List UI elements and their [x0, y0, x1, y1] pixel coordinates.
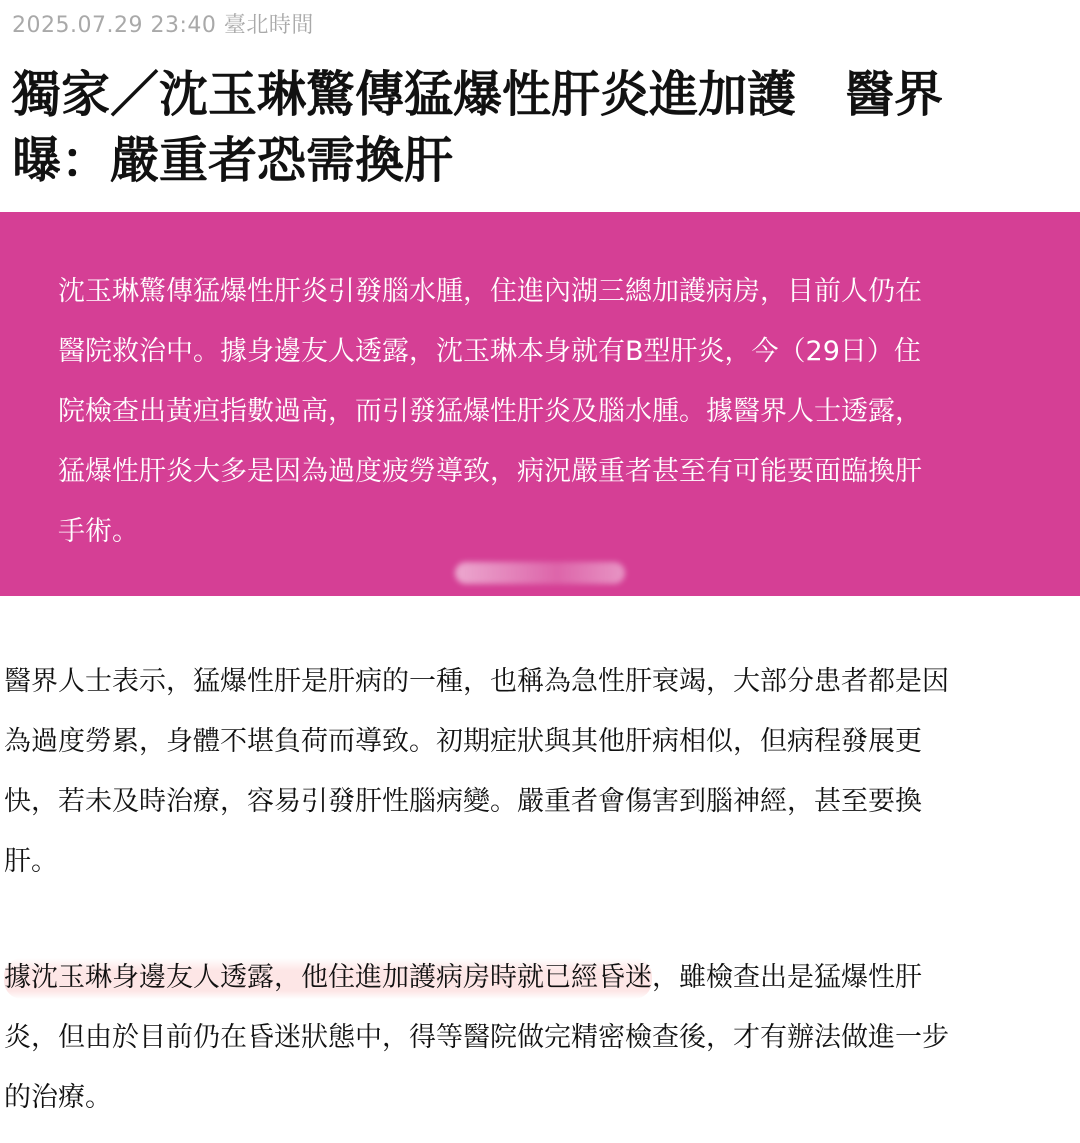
highlighted-text: 據沈玉琳身邊友人透露，他住進加護病房時就已經昏迷: [4, 958, 652, 999]
paragraph-line: 為過度勞累，身體不堪負荷而導致。初期症狀與其他肝病相似，但病程發展更: [4, 726, 922, 757]
summary-line: 沈玉琳驚傳猛爆性肝炎引發腦水腫，住進內湖三總加護病房，目前人仍在: [58, 276, 922, 307]
paragraph-line: 快，若未及時治療，容易引發肝性腦病變。嚴重者會傷害到腦神經，甚至要換: [4, 786, 922, 817]
paragraph-line: 炎，但由於目前仍在昏迷狀態中，得等醫院做完精密檢查後，才有辦法做進一步: [4, 1022, 949, 1053]
summary-line: 院檢查出黃疸指數過高，而引發猛爆性肝炎及腦水腫。據醫界人士透露，: [58, 396, 922, 427]
paragraph-line: [4, 948, 1074, 1008]
paragraph-line: 醫界人士表示，猛爆性肝是肝病的一種，也稱為急性肝衰竭，大部分患者都是因: [4, 666, 949, 697]
summary-line: 醫院救治中。據身邊友人透露，沈玉琳本身就有B型肝炎，今（29日）住: [58, 336, 921, 367]
summary-line: 猛爆性肝炎大多是因為過度疲勞導致，病況嚴重者甚至有可能要面臨換肝: [58, 456, 922, 487]
body-paragraph-1: [4, 652, 1074, 892]
summary-text: [58, 262, 1048, 562]
paragraph-text: ，雖檢查出是猛爆性肝: [652, 962, 922, 993]
paragraph-line: 肝。: [4, 846, 58, 877]
publish-timestamp: 2025.07.29 23:40 臺北時間: [12, 13, 314, 38]
body-paragraph-2: [4, 948, 1074, 1128]
headline-line-1: 獨家／沈玉琳驚傳猛爆性肝炎進加護 醫界: [12, 66, 944, 123]
blurred-watermark: [455, 562, 625, 584]
headline-line-2: 曝：嚴重者恐需換肝: [12, 132, 454, 189]
article-headline: [12, 62, 1072, 194]
summary-line: 手術。: [58, 516, 139, 547]
paragraph-line: 的治療。: [4, 1082, 112, 1113]
